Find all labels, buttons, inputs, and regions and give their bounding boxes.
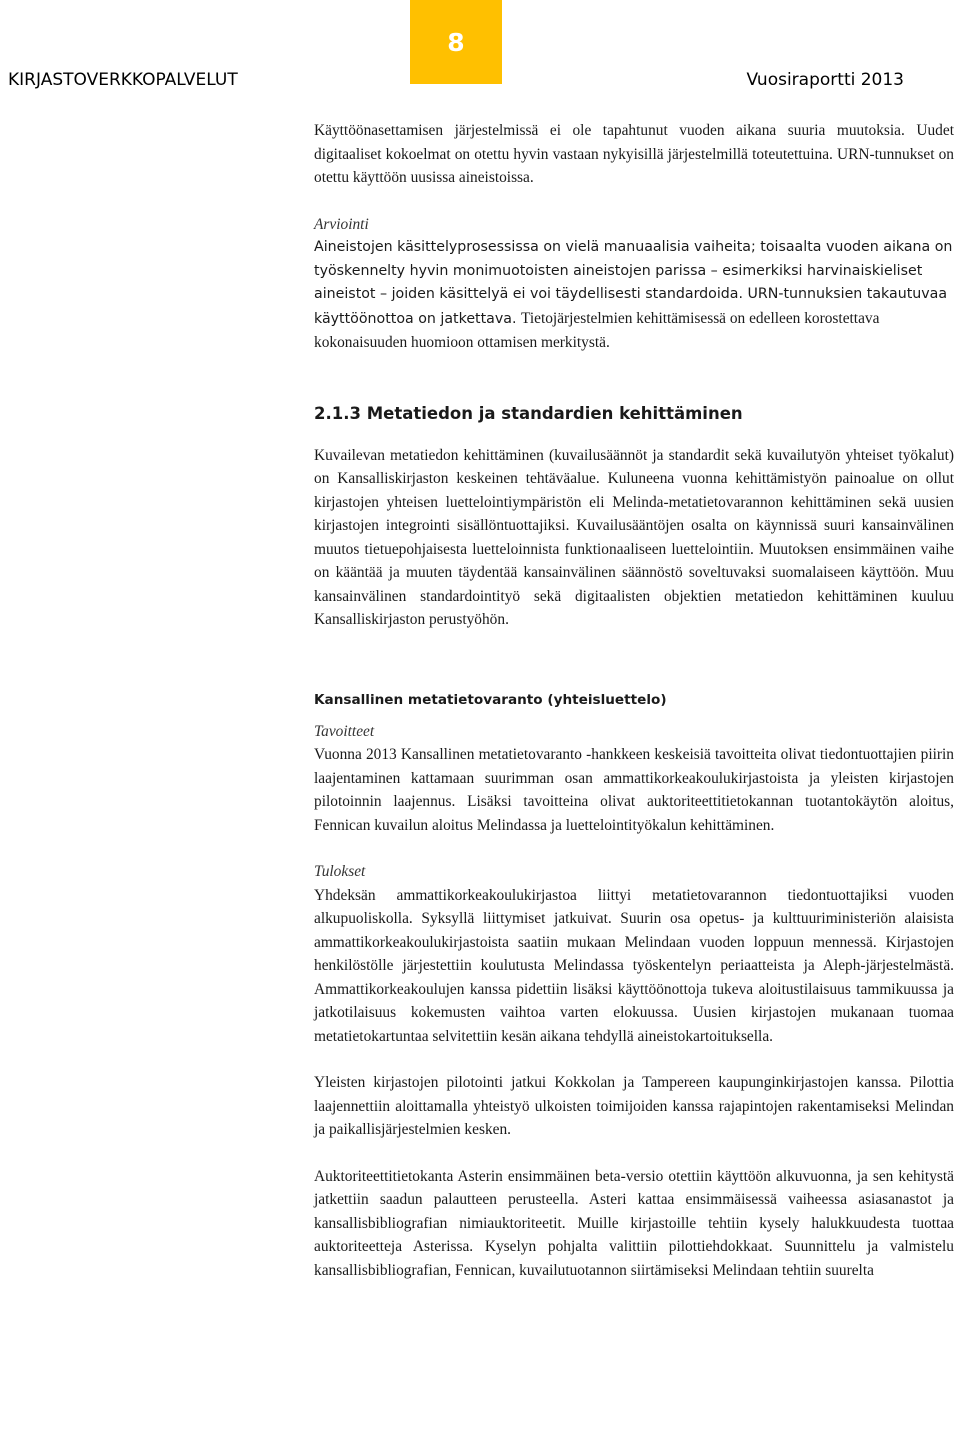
page-number-badge (410, 0, 502, 84)
sub-heading: Kansallinen metatietovaranto (yhteisluettelo) (314, 691, 667, 708)
arviointi-text-2: Tietojärjestelmien kehittämisessä on edelleen korostettava kokonaisuuden huomioon ottamisen merkitystä. (314, 309, 880, 351)
tulokset-paragraph: Yhdeksän ammattikorkeakoulukirjastoa liittyi metatietovarannon tiedontuottajiksi vuoden alkupuoliskolla. Syksyllä liittymiset jatkuivat. Suurin osa opetus- ja kulttuuriministeriön alaisista ammattikorkeakoulukirjastoista saatiin mukaan Melindaan vuoden loppuun mennessä. Kirjastojen henkilöstölle järjestettiin koulutusta Melindassa työskentelyn periaatteista ja Aleph-järjestelmästä. Ammattikorkeakoulujen kanssa pidettiin lisäksi käyttöönottoja tukeva aloitustilaisuus tammikuussa ja jatkotilaisuus kokemusten vaihtoa varten elokuussa. Uusien kirjastojen mukanaan tuomaa metatietokartuntaa selvitettiin kesän aikana tehdyllä aineistokartoituksella. (314, 886, 954, 1045)
auktoriteetti-paragraph: Auktoriteettitietokanta Asterin ensimmäinen beta-versio otettiin käyttöön alkuvuonna, ja sen kehitystä jatkettiin saadun palautteen perusteella. Asteri kattaa ensimmäisessä vaiheessa asiasanastot ja kansallisbibliografian nimiauktoriteetit. Muille kirjastoille tehtiin kysely halukkuudesta tuottaa auktoriteetteja Asterissa. Kyselyn pohjalta valittiin pilottiehdokkaat. Suunnittelu ja valmistelu kansallisbibliografian, Fennican, kuvailutuotannon siirtämiseksi Melindaan tehtiin suurelta (314, 1167, 954, 1279)
arviointi-label: Arviointi (314, 215, 369, 233)
intro-paragraph: Käyttöönasettamisen järjestelmissä ei ole tapahtunut vuoden aikana suuria muutoksia. Uudet digitaaliset kokoelmat on otettu hyvin vastaan nykyisillä järjestelmillä toteutettuina. URN-tunnukset on otettu käyttöön uusissa aineistoissa. (314, 122, 954, 186)
arviointi-text: Aineistojen käsittelyprosessissa on vielä manuaalisia vaiheita; toisaalta vuoden aikana on työskennelty hyvin monimuotoisten aineistojen parissa – esimerkiksi harvinaiskieliset aineistot – joiden käsittelyä ei voi täydellisesti standardoida. URN-tunnuksien takautuvaa käyttöönottoa on jatkettava. (314, 239, 953, 327)
tavoitteet-paragraph: Vuonna 2013 Kansallinen metatietovaranto -hankkeen keskeisiä tavoitteita olivat tiedontuottajien piirin laajentaminen kattamaan suurimman osan ammattikorkeakoulukirjastoista ja yleisten kirjastojen pilotoinnin laajennus. Lisäksi tavoitteina olivat auktoriteettitietokannan tuotantokäytön aloitus, Fennican kuvailun aloitus Melindassa ja luettelointityökalun kehittäminen. (314, 746, 954, 834)
tulokset-label: Tulokset (314, 863, 366, 880)
document-body (314, 119, 954, 1282)
arviointi-paragraph (314, 236, 954, 356)
page-number: 8 (447, 27, 465, 57)
header-right-title: Vuosiraportti 2013 (746, 70, 904, 90)
header-left-title: KIRJASTOVERKKOPALVELUT (8, 70, 238, 90)
section-heading: 2.1.3 Metatiedon ja standardien kehittäminen (314, 403, 743, 423)
section-paragraph: Kuvailevan metatiedon kehittäminen (kuvailusäännöt ja standardit sekä kuvailutyön yhteiset työkalut) on Kansalliskirjaston keskeinen tehtäväalue. Kuluneena vuonna kehittämistyön painoalue on ollut kirjastojen yhteisen luettelointiympäristön eli Melinda-metatietovarannon kehittäminen sekä uusien kirjastojen integrointi sisällöntuottajiksi. Kuvailusääntöjen osalta on käynnissä suuri kansainvälinen muutos tietuepohjaisesta luetteloinnista funktionaaliseen luettelointiin. Muutoksen ensimmäinen vaihe on kääntää ja muuten täydentää kansainvälinen säännöstö soveltuvaksi suomalaiseen käyttöön. Muu kansainvälinen standardointityö sekä digitaalisten objektien metatiedon kehittäminen kuuluu Kansalliskirjaston perustyöhön. (314, 446, 954, 628)
yleiset-paragraph: Yleisten kirjastojen pilotointi jatkui Kokkolan ja Tampereen kaupunginkirjastojen kanssa. Pilottia laajennettiin aloittamalla yhteistyö ulkoisten toimijoiden kanssa rajapintojen rakentamiseksi Melindan ja paikallisjärjestelmien kesken. (314, 1074, 954, 1138)
tavoitteet-label: Tavoitteet (314, 722, 375, 740)
